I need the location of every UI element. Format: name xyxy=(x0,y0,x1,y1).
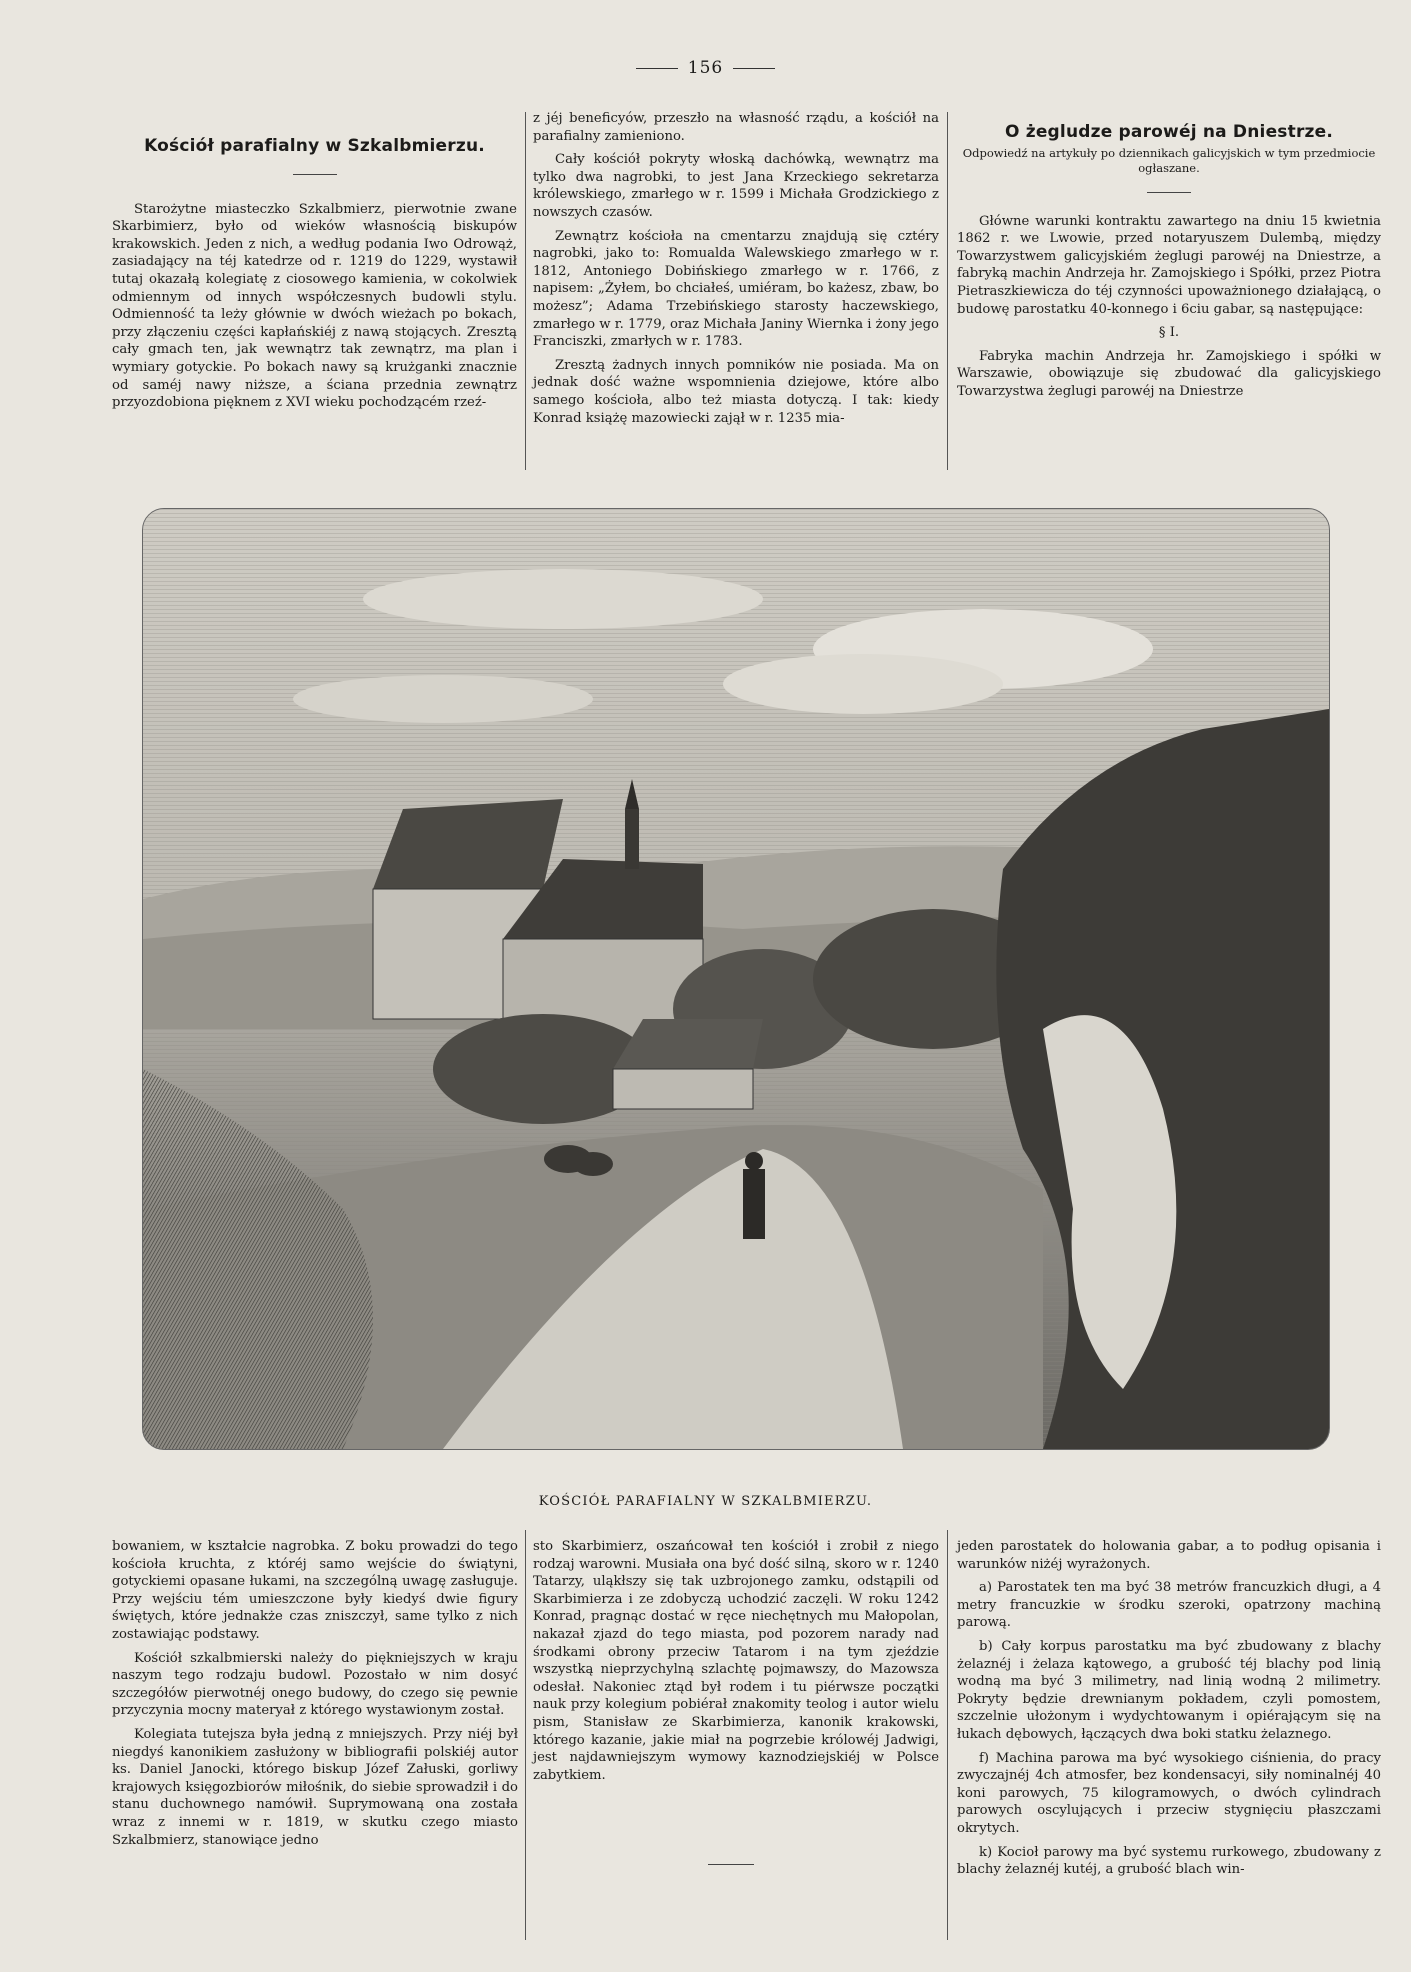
column-divider xyxy=(947,1530,948,1940)
article-title-steam: O żegludze parowéj na Dniestrze. xyxy=(1004,122,1334,142)
column-divider xyxy=(525,112,526,470)
article-title-church: Kościół parafialny w Szkalbmierzu. xyxy=(144,136,485,156)
paragraph: f) Machina parowa ma być wysokiego ciśnienia, do pracy zwyczajnéj 4ch atmosfer, bez kondensacyi, siły nominalnéj 40 koni parowych, 75 kilogramowych, o dwóch cylindrach parowych oscylujących i przeciw stygnięciu płaszczami okrytych. xyxy=(957,1750,1381,1836)
paragraph: a) Parostatek ten ma być 38 metrów francuzkich długi, a 4 metry francuzkie w środku szeroki, opatrzony machiną parową. xyxy=(957,1580,1381,1631)
paragraph: Zewnątrz kościoła na cmentarzu znajdują się cztéry nagrobki, jako to: Romualda Walewskiego zmarłego w r. 1812, Antoniego Dobińskiego zmarłego w r. 1766, z napisem: „Żyłem, bo chciałeś, umiéram, bo każesz, zbaw, bo możesz”; Adama Trzebińskiego starosty haczewskiego, zmarłego w r. 1779, oraz Michała Janiny Wiernka i żony jego Franciszki, zmarłych w r. 1783. xyxy=(533,228,939,350)
paragraph: Fabryka machin Andrzeja hr. Zamojskiego i spółki w Warszawie, obowiązuje się zbudować dla galicyjskiego Towarzystwa żeglugi parowéj na Dniestrze xyxy=(957,348,1381,399)
paragraph: jeden parostatek do holowania gabar, a to podług opisania i warunków niżéj wyrażonych. xyxy=(957,1539,1381,1572)
paragraph: Starożytne miasteczko Szkalbmierz, pierwotnie zwane Skarbimierz, było od wieków własnością biskupów krakowskich. Jeden z nich, a według podania Iwo Odrowąż, zasiadający na téj katedrze od r. 1219 do 1229, wystawił tutaj okazałą kolegiatę z ciosowego kamienia, w cokolwiek odmiennym od innych współczesnych budowli stylu. Odmienność ta leży głównie w dwóch wieżach po bokach, przy złączeniu części kapłańskiéj z nawą stojących. Zresztą cały gmach ten, jak wewnątrz tak zewnątrz, ma plan i wymiary gotyckie. Po bokach nawy są krużganki znacznie od saméj nawy niższe, a ściana przednia zewnątrz przyozdobiona pięknem z XVI wieku pochodzącém rzeź- xyxy=(112,201,517,411)
column-5 xyxy=(533,1538,939,1790)
column-divider xyxy=(525,1530,526,1940)
paragraph: k) Kocioł parowy ma być systemu rurkowego, zbudowany z blachy żelaznéj kutéj, a grubość blach win- xyxy=(957,1844,1381,1878)
title-divider xyxy=(1147,192,1191,193)
column-2 xyxy=(533,110,939,433)
column-6 xyxy=(957,1538,1381,1885)
paragraph: Zresztą żadnych innych pomników nie posiada. Ma on jednak dość ważne wspomnienia dziejowe, które albo samego kościoła, albo też miasta dotyczą. I tak: kiedy Konrad książę mazowiecki zajął w r. 1235 mia- xyxy=(533,357,939,426)
page-number-text: 156 xyxy=(687,58,724,78)
paragraph: Główne warunki kontraktu zawartego na dniu 15 kwietnia 1862 r. we Lwowie, przed notaryuszem Dulembą, między Towarzystwem galicyjskiém żeglugi parowéj na Dniestrze, a fabryką machin Andrzeja hr. Zamojskiego i Spółki, przez Piotra Pietraszkiewicza do téj czynności upoważnionego działającą, o budowę parostatku 40-konnego i 6ciu gabar, są następujące: xyxy=(957,213,1381,317)
paragraph: Kolegiata tutejsza była jedną z mniejszych. Przy niéj był niegdyś kanonikiem zasłużony w bibliografii polskiéj autor ks. Daniel Janocki, którego biskup Józef Załuski, gorliwy krajowych księgozbiorów miłośnik, do siebie sprowadził i do stanu duchownego namówił. Suprymowaną ona została wraz z innemi w r. 1819, w skutku czego miasto Szkalbmierz, stanowiące jedno xyxy=(112,1726,518,1848)
paragraph: bowaniem, w kształcie nagrobka. Z boku prowadzi do tego kościoła kruchta, z któréj samo wejście do świątyni, gotyckiemi opasane łukami, na szczególną uwagę zasługuje. Przy wejściu tém umieszczone były kiedyś dwie figury świętych, które jednakże czas zniszczył, same tylko z nich zostawiając podstawy. xyxy=(112,1539,518,1642)
page-number-rule-left xyxy=(636,68,678,69)
article-subtitle: Odpowiedź na artykuły po dziennikach galicyjskich w tym przedmiocie ogłaszane. xyxy=(962,145,1376,175)
section-mark: § I. xyxy=(1158,325,1180,341)
illustration-caption: KOŚCIÓŁ PARAFIALNY W SZKALBMIERZU. xyxy=(538,1494,873,1509)
paragraph: sto Skarbimierz, oszańcował ten kościół i zrobił z niego rodzaj warowni. Musiała ona być dość silną, skoro w r. 1240 Tatarzy, uląkłszy się tak uzbrojonego zamku, odstąpili od Skarbimierza i ze zdobyczą uchodzić zaczęli. W roku 1242 Konrad, pragnąc dostać w ręce niechętnych mu Małopolan, nakazał zjazd do tego miasta, pod pozorem narady nad środkami obrony przeciw Tatarom i na tym zjeździe wszystką nieprzychylną szlachtę pojmawszy, do Mazowsza odesłał. Nakoniec ztąd był rodem i tu piérwsze początki nauk przy kolegium pobiérał znakomity teolog i autor wielu pism, Stanisław ze Skarbimierza, kanonik krakowski, którego kazanie, jakie miał na pogrzebie królowéj Jadwigi, jest najdawniejszym wymowy kaznodziejskiéj w Polsce zabytkiem. xyxy=(533,1539,939,1783)
engraving-church-illustration xyxy=(142,508,1330,1450)
title-divider xyxy=(293,174,337,175)
engraving-scene xyxy=(143,509,1329,1449)
column-divider xyxy=(947,112,948,470)
paragraph: Kościół szkalbmierski należy do piękniejszych w kraju naszym tego rodzaju budowl. Pozostało w nim dosyć szczegółów pierwotnéj onego budowy, do czego się pewnie przyczynia mocny materyał z którego wystawionym został. xyxy=(112,1650,518,1719)
paragraph: Cały kościół pokryty włoską dachówką, wewnątrz ma tylko dwa nagrobki, to jest Jana Krzeckiego sekretarza królewskiego, zmarłego w r. 1599 i Michała Grodzickiego z nowszych czasów. xyxy=(533,152,939,220)
page-number xyxy=(0,58,1411,78)
page-number-rule-right xyxy=(733,68,775,69)
paragraph: z jéj beneficyów, przeszło na własność rządu, a kościół na parafialny zamieniono. xyxy=(533,111,939,144)
column-1 xyxy=(112,138,517,418)
paragraph: b) Cały korpus parostatku ma być zbudowany z blachy żelaznéj i żelaza kątowego, a grubość téj blachy pod linią wodną ma być 3 milimetry, nad linią wodną 2 milimetry. Pokryty będzie drewnianym pokładem, czyli pomostem, szczelnie ułożonym i wydychtowanym i opiérającym się na łukach dębowych, łączących dwa boki statku żelaznego. xyxy=(957,1638,1381,1742)
column-3 xyxy=(957,124,1381,407)
column-4 xyxy=(112,1538,518,1855)
end-of-article-rule xyxy=(708,1864,754,1865)
